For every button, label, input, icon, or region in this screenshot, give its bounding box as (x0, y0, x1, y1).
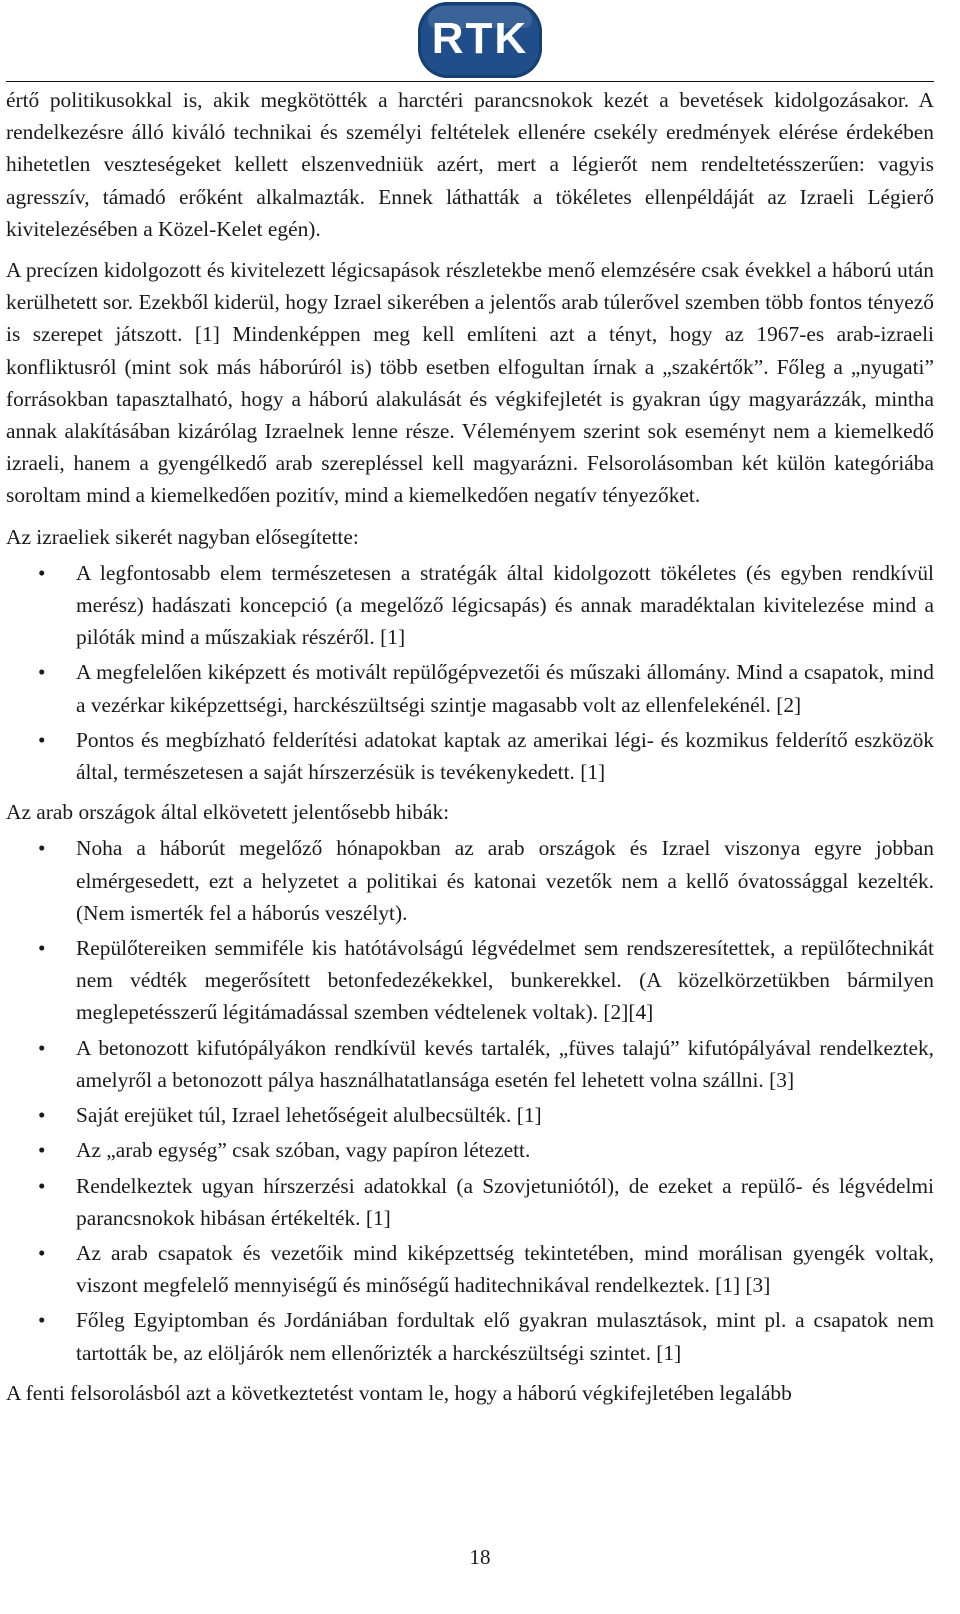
closing-paragraph: A fenti felsorolásból azt a következtetést vontam le, hogy a háború végkifejletében legalább (6, 1380, 792, 1405)
list-item-text: Repülőtereiken semmiféle kis hatótávolságú légvédelmet sem rendszeresítettek, a repülőtechnikát nem védték megerősített betonfedezékekkel, bunkerekkel. (A közelkörzetükben bármilyen meglepetésszerű légitámadással szemben védtelenek voltak). [2][4] (76, 936, 934, 1025)
bullet-icon: • (38, 1308, 46, 1333)
list-item-text: Főleg Egyiptomban és Jordániában fordultak elő gyakran mulasztások, mint pl. a csapatok nem tartották be, az elöljárók nem ellenőrizték a harckészültségi szintet. [1] (76, 1308, 934, 1365)
bullet-icon: • (38, 1103, 46, 1128)
list-item-text: Az arab csapatok és vezetőik mind kiképzettség tekintetében, mind morálisan gyengék voltak, viszont megfelelő mennyiségű és minőségű haditechnikával rendelkeztek. [1] [3] (76, 1240, 934, 1298)
list-item (6, 1099, 934, 1131)
section-2-list (6, 832, 934, 1368)
bullet-icon: • (38, 1035, 46, 1060)
list-item-text: Pontos és megbízható felderítési adatokat kaptak az amerikai légi- és kozmikus felderítő eszközök által, természetesen a saját hírszerzésük is tevékenykedett. [1] (76, 727, 934, 785)
list-item-text: Rendelkeztek ugyan hírszerzési adatokkal (a Szovjetuniótól), de ezeket a repülő- és légvédelmi parancsnokok hibásan értékelték. [1] (76, 1173, 934, 1230)
list-item (6, 656, 934, 720)
paragraph-2: A precízen kidolgozott és kivitelezett légicsapások részletekbe menő elemzésére csak évekkel a háború után kerülhetett sor. Ezekből kiderül, hogy Izrael sikerében a jelentős arab túlerővel szemben több fontos tényező is szerepet játszott. [1] Mindenképpen meg kell említeni azt a tényt, hogy az 1967-es arab-izraeli konfliktusról (mint sok más háborúról is) több esetben elfogultan írnak a „szakértők”. Főleg a „nyugati” forrásokban tapasztalható, hogy a háború alakulását és végkifejletét is gyakran úgy magyarázzák, mintha annak alakításában kizárólag Izraelnek lenne része. Véleményem szerint sok eseményt nem a kiemelkedő izraeli, hanem a gyengélkedő arab szerepléssel kell magyarázni. Felsorolásomban két külön kategóriába soroltam mind a kiemelkedően pozitív, mind a kiemelkedően negatív tényezőket. (6, 258, 934, 508)
logo-text: RTK (431, 14, 529, 63)
rtk-logo (418, 2, 542, 78)
bullet-icon: • (38, 1240, 46, 1265)
bullet-icon: • (38, 1173, 46, 1198)
list-item (6, 1304, 934, 1368)
list-item (6, 1134, 934, 1166)
list-item (6, 932, 934, 1029)
list-item-text: A legfontosabb elem természetesen a stratégák által kidolgozott tökéletes (és egyben rendkívül merész) hadászati koncepció (a megelőző légicsapás) és annak maradéktalan kivitelezése mind a pilóták mind a műszakiak részéről. [1] (76, 560, 934, 650)
section-2-lead: Az arab országok által elkövetett jelentősebb hibák: (6, 800, 450, 825)
bullet-icon: • (38, 560, 46, 585)
bullet-icon: • (38, 836, 46, 861)
list-item-text: A megfelelően kiképzett és motivált repülőgépvezetői és műszaki állomány. Mind a csapatok, mind a vezérkar kiképzettségi, harckészültségi szintje magasabb volt az ellenfelekénél. [2] (76, 660, 934, 717)
list-item-text: Saját erejüket túl, Izrael lehetőségeit alulbecsülték. [1] (76, 1103, 542, 1128)
body-text (6, 84, 934, 1418)
bullet-icon: • (38, 727, 46, 752)
list-item-text: Az „arab egység” csak szóban, vagy papíron létezett. (76, 1138, 531, 1163)
list-item (6, 1237, 934, 1301)
header-rule (6, 81, 934, 82)
list-item (6, 557, 934, 654)
page-number: 18 (469, 1545, 491, 1569)
section-1-list (6, 557, 934, 788)
list-item-text: Noha a háborút megelőző hónapokban az arab országok és Izrael viszonya egyre jobban elmérgesedett, ezt a helyzetet a politikai és katonai vezetők nem a kellő óvatossággal kezelték. (Nem ismerték fel a háborús veszélyt). (76, 836, 934, 925)
list-item (6, 724, 934, 788)
list-item (6, 1032, 934, 1096)
bullet-icon: • (38, 1138, 46, 1163)
list-item (6, 832, 934, 929)
list-item-text: A betonozott kifutópályákon rendkívül kevés tartalék, „füves talajú” kifutópályával rendelkeztek, amelyről a betonozott pálya használhatatlansága esetén fel lehetett volna szállni. [3] (76, 1035, 934, 1092)
section-1-lead: Az izraeliek sikerét nagyban elősegítette: (6, 524, 359, 549)
bullet-icon: • (38, 660, 46, 685)
list-item (6, 1170, 934, 1234)
paragraph-1: értő politikusokkal is, akik megkötötték a harctéri parancsnokok kezét a bevetések kidolgozásakor. A rendelkezésre álló kiváló technikai és személyi feltételek ellenére csekély eredmények elérése érdekében hihetetlen veszteségeket kellett elszenvedniük azért, mert a légierőt nem rendeltetésszerűen: vagyis agresszív, támadó erőként alkalmazták. Ennek láthatták a tökéletes ellenpéldáját az Izraeli Légierő kivitelezésében a Közel-Kelet egén). (6, 88, 934, 241)
bullet-icon: • (38, 936, 46, 961)
